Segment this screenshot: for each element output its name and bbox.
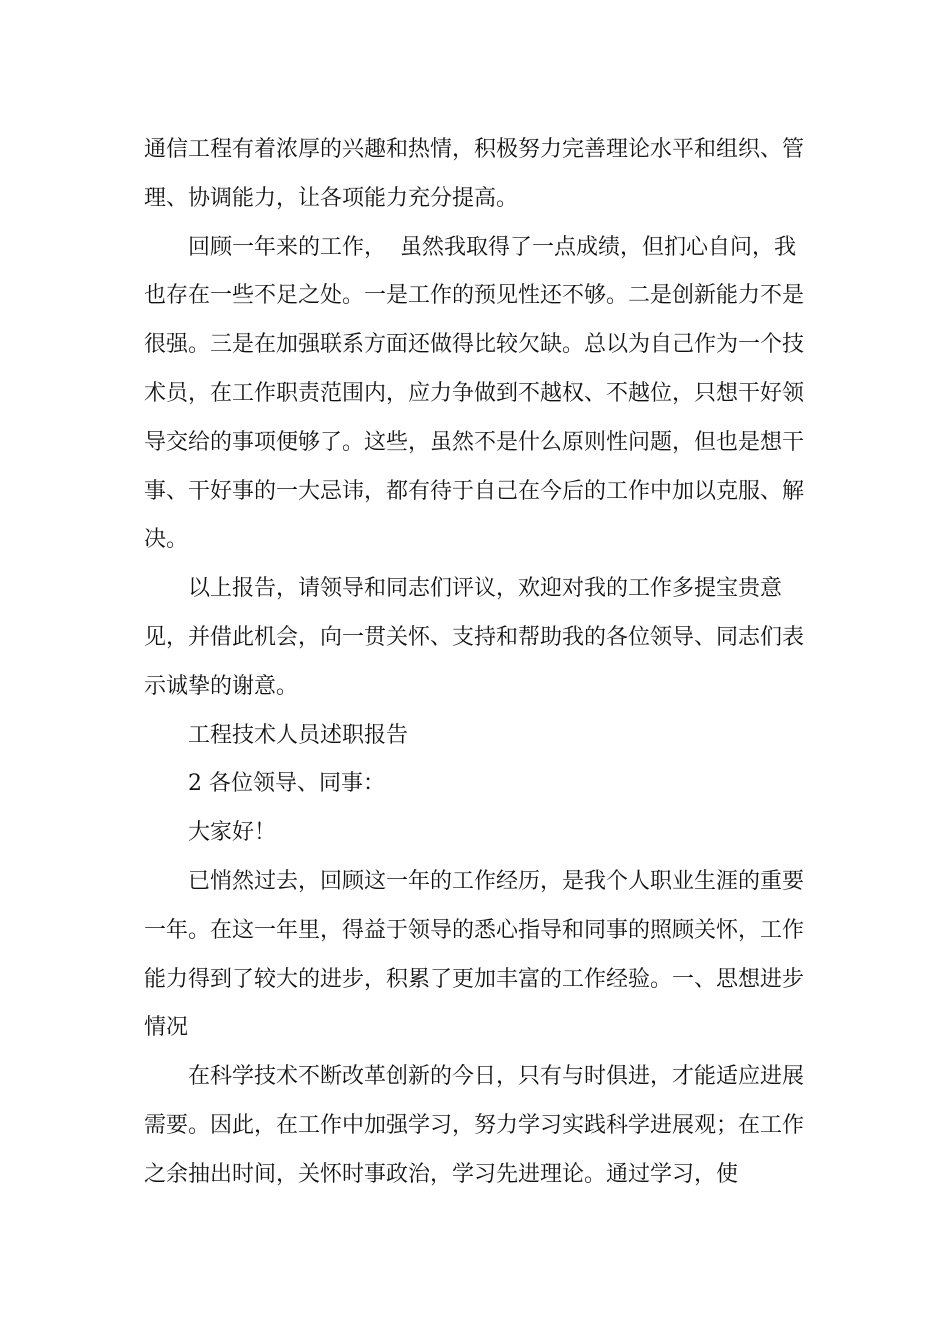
paragraph-continuation: 通信工程有着浓厚的兴趣和热情，积极努力完善理论水平和组织、管理、协调能力，让各项能力充分提高。 [144,137,805,211]
paragraph-review: 回顾一年来的工作， 虽然我取得了一点成绩，但扪心自问，我也存在一些不足之处。一是工作的预见性还不够。二是创新能力不是很强。三是在加强联系方面还做得比较欠缺。总以为自己作为一个技术员，在工作职责范围内，应力争做到不越权、不越位，只想干好领导交给的事项便够了。这些，虽然不是什么原则性问题，但也是想干事、干好事的一大忌讳，都有待于自己在今后的工作中加以克服、解决。 [144,234,805,553]
paragraph-intro: 已悄然过去，回顾这一年的工作经历，是我个人职业生涯的重要一年。在这一年里，得益于领导的悉心指导和同事的照顾关怀，工作能力得到了较大的进步，积累了更加丰富的工作经验。一、思想进步情况 [144,868,805,1041]
document-body [144,126,808,1200]
report-title: 工程技术人员述职报告 [188,722,409,748]
greeting: 大家好！ [188,820,277,846]
salutation: 2 各位领导、同事： [188,771,385,797]
paragraph-thought-progress: 在科学技术不断改革创新的今日，只有与时俱进，才能适应进展需要。因此，在工作中加强学习，努力学习实践科学进展观；在工作之余抽出时间，关怀时事政治，学习先进理论。通过学习，使 [144,1064,805,1187]
paragraph-closing: 以上报告，请领导和同志们评议，欢迎对我的工作多提宝贵意见，并借此机会，向一贯关怀、支持和帮助我的各位领导、同志们表示诚挚的谢意。 [144,576,805,699]
